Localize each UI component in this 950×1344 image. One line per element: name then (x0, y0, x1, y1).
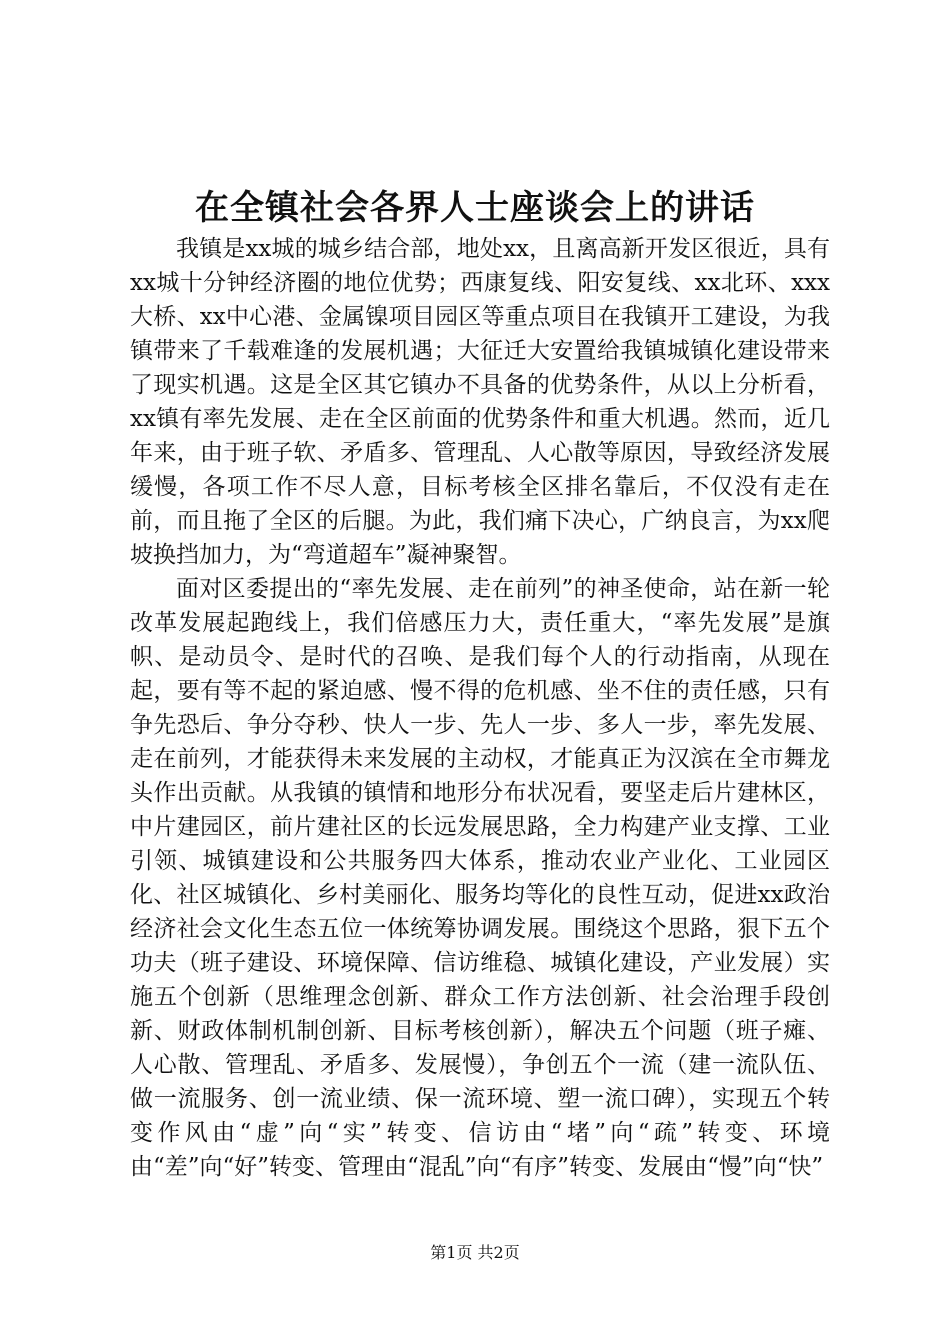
paragraph: 面对区委提出的“率先发展、走在前列”的神圣使命，站在新一轮改革发展起跑线上，我们倍感压力大，责任重大，“率先发展”是旗帜、是动员令、是时代的召唤、是我们每个人的行动指南，从现在起，要有等不起的紧迫感、慢不得的危机感、坐不住的责任感，只有争先恐后、争分夺秒、快人一步、先人一步、多人一步，率先发展、走在前列，才能获得未来发展的主动权，才能真正为汉滨在全市舞龙头作出贡献。从我镇的镇情和地形分布状况看，要坚走后片建林区，中片建园区，前片建社区的长远发展思路，全力构建产业支撑、工业引领、城镇建设和公共服务四大体系，推动农业产业化、工业园区化、社区城镇化、乡村美丽化、服务均等化的良性互动，促进xx政治经济社会文化生态五位一体统筹协调发展。围绕这个思路，狠下五个功夫（班子建设、环境保障、信访维稳、城镇化建设，产业发展）实施五个创新（思维理念创新、群众工作方法创新、社会治理手段创新、财政体制机制创新、目标考核创新），解决五个问题（班子瘫、人心散、管理乱、矛盾多、发展慢），争创五个一流（建一流队伍、做一流服务、创一流业绩、保一流环境、塑一流口碑），实现五个转变作风由“虚”向“实”转变、信访由“堵”向“疏”转变、环境由“差”向“好”转变、管理由“混乱”向“有序”转变、发展由“慢”向“快” (130, 576, 830, 1180)
document-body (130, 232, 830, 1184)
document-title: 在全镇社会各界人士座谈会上的讲话 (195, 188, 755, 228)
page-footer: 第1页 共2页 (430, 1243, 520, 1262)
paragraph: 我镇是xx城的城乡结合部，地处xx，且离高新开发区很近，具有xx城十分钟经济圈的地位优势；西康复线、阳安复线、xx北环、xxx大桥、xx中心港、金属镍项目园区等重点项目在我镇开工建设，为我镇带来了千载难逢的发展机遇；大征迁大安置给我镇城镇化建设带来了现实机遇。这是全区其它镇办不具备的优势条件，从以上分析看，xx镇有率先发展、走在全区前面的优势条件和重大机遇。然而，近几年来，由于班子软、矛盾多、管理乱、人心散等原因，导致经济发展缓慢，各项工作不尽人意，目标考核全区排名靠后，不仅没有走在前，而且拖了全区的后腿。为此，我们痛下决心，广纳良言，为xx爬坡换挡加力，为“弯道超车”凝神聚智。 (130, 236, 830, 568)
